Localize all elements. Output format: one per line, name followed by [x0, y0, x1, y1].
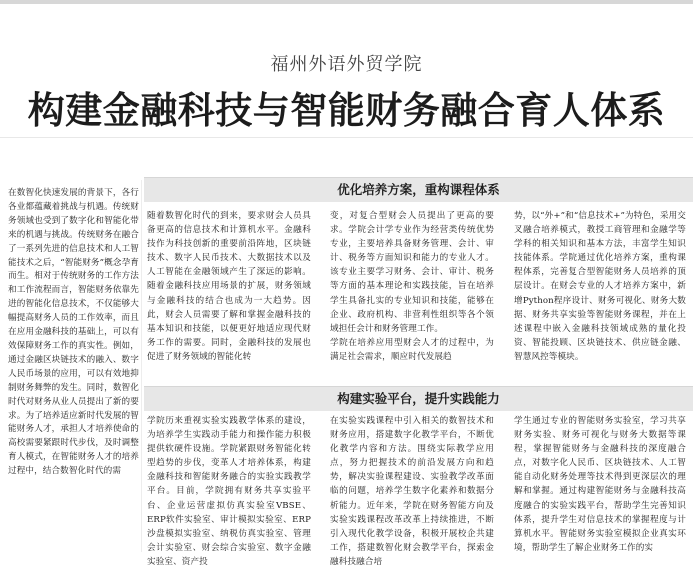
page-title: 构建金融科技与智能财务融合育人体系 [27, 89, 666, 132]
school-name: 福州外语外贸学院 [270, 54, 423, 75]
section2-column3: 学生通过专业的智能财务实验室，学习共享财务实验、财务可视化与财务大数据等课程，掌握智能财务与金融科技的深度融合点，对数字化人民币、区块链技术、人工智能自动化财务处理等技术得到更深层次的理解和掌握。通过构建智能财务与金融科技高度融合的实验实践平台，帮助学生完善知识体系，提升学生对信息技术的掌握程度与计算机水平。智能财务实验室模拟企业真实环境，帮助学生了解企业财务工作的实 [514, 416, 686, 553]
intro-column: 在数智化快速发展的背景下，各行各业都蕴藏着挑战与机遇。传统财务领域也受到了数字化和智能化带来的机遇与挑战。传统财务在融合了一系列先进的信息技术和人工智能技术之后，“智能财务”概念孕育而生。相对于传统财务的工作方法和工作流程而言，智能财务依靠先进的智能化信息技术，不仅能够大幅提高财务人员的工作效率，而且在应用金融科技的基础上，可以有效保障财务工作的真实性。例如，通过金融区块链技术的融入、数字人民币场景的应用，可以有效地抑制财务舞弊的发生。同时，数智化时代对财务从业人员提出了新的要求。为了培养适应新时代发展的智能财务人才，承担人才培养使命的高校需要紧跟时代步伐，及时调整育人模式，在智能财务人才的培养过程中，结合数智化时代的需 [8, 188, 139, 477]
top-gray-strip [0, 0, 693, 4]
section1-column1: 随着数智化时代的到来，要求财会人员具备更高的信息技术和计算机水平。金融科技作为科技创新的重要前沿阵地，区块链技术、数字人民币技术、大数据技术以及人工智能在金融领域产生了深远的影响。随着金融科技应用场景的扩展，财务领域与金融科技的结合也成为一大趋势。因此，财会人员需要了解和掌握金融科技的基本知识和技能，以便更好地适应现代财务工作的需要。同时，金融科技的发展也促进了财务领域的智能化转 [147, 211, 311, 362]
section1-column3: 势，以“外+”和“信息技术+”为特色，采用交叉融合培养模式，教授工商管理和金融学等学科的相关知识和基本方法，丰富学生知识技能体系。学院通过优化培养方案，重构课程体系，完善复合型智能财务人员培养的顶层设计。在财会专业的人才培养方案中，新增Python程序设计、财务可视化、财务大数据、财务共享实验等智能财务课程，并在上述课程中嵌入金融科技领域成熟的量化投资、智能投顾、区块链技术、供应链金融、智慧风控等模块。 [514, 211, 686, 362]
section2-column1: 学院历来重视实验实践教学体系的建设，为培养学生实践动手能力和操作能力积极提供软硬件设施。学院紧跟财务智能化转型趋势的步伐，变革人才培养体系，构建金融科技和智能财务融合的实验实践教学平台。目前，学院拥有财务共享实验平台、企业运营虚拟仿真实验室VBSE、ERP软件实验室、审计模拟实验室、ERP沙盘模拟实验室、纳税仿真实验室、管理会计实验室、财会综合实验室、数字金融实验室、资产投 [147, 416, 311, 567]
section1-heading: 优化培养方案，重构课程体系 [144, 177, 693, 202]
section2-column2: 在实验实践课程中引入相关的数智技术和财务应用，搭建数字化教学平台，不断优化教学内容和方法。围绕实际教学应用点，努力把握技术的前沿发展方向和趋势，解决实验课程建设、实验教学改革面临的问题，培养学生数字化素养和数据分析能力。近年来，学院在财务智能方向及实验实践课程改革改革上持续推进，不断引入现代化教学设备，积极开展校企共建工作，搭建数智化财会教学平台，探索金融科技融合培 [330, 416, 494, 567]
section1-column2: 变，对复合型财会人员提出了更高的要求。学院会计学专业作为经营类传统优势专业，主要培养具备财务管理、会计、审计、税务等方面知识和能力的专业人才。该专业主要学习财务、会计、审计、税务等方面的基本理论和实践技能，旨在培养学生具备扎实的专业知识和技能，能够在企业、政府机构、非营利性组织等各个领域担任会计和财务管理工作。 学院在培养应用型财会人才的过程中，为满足社会需求，顺应时代发展趋 [330, 211, 494, 362]
title-divider [0, 137, 693, 138]
section2-heading: 构建实验平台，提升实践能力 [144, 386, 693, 411]
left-column-divider [141, 180, 142, 552]
